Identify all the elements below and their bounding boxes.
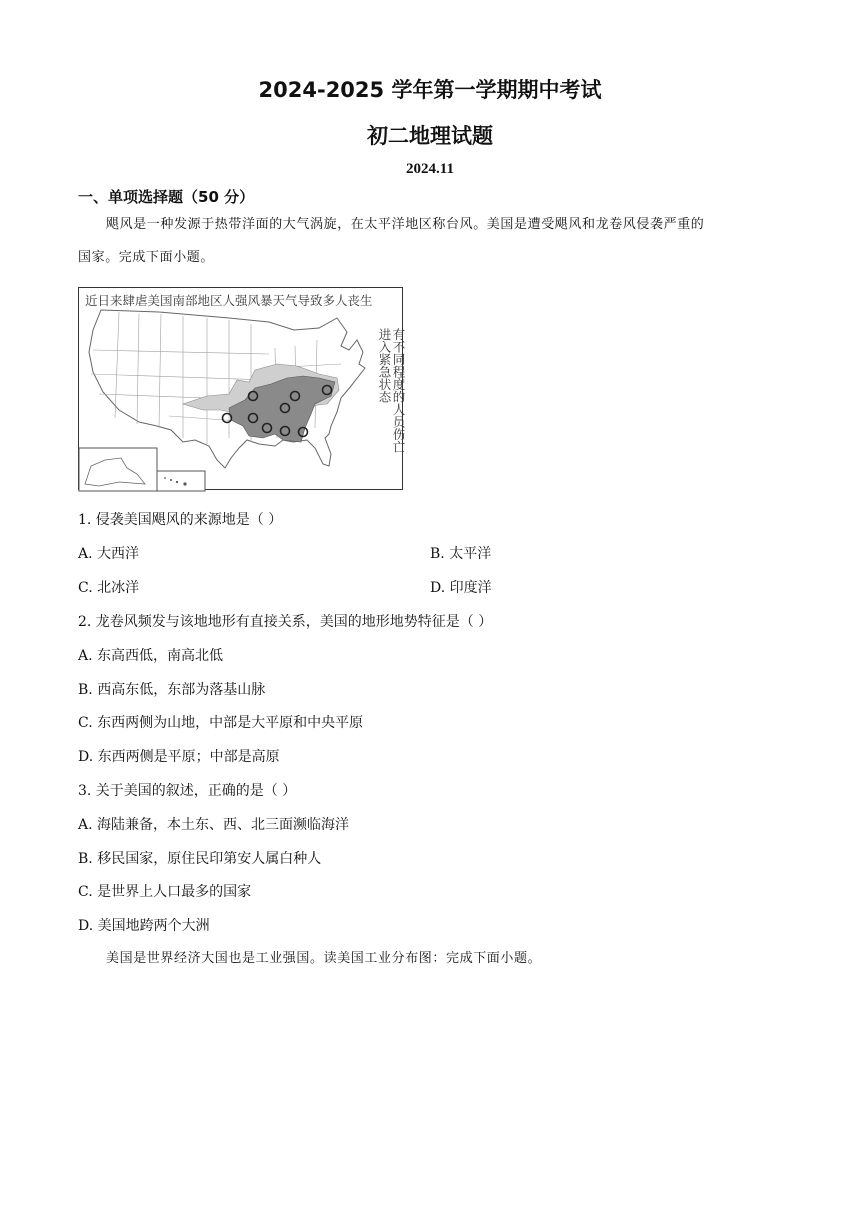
question-2-option-d: D. 东西两侧是平原；中部是高原 — [78, 749, 280, 765]
question-2-option-c: C. 东西两侧为山地，中部是大平原和中央平原 — [78, 715, 364, 731]
question-3-option-a: A. 海陆兼备，本土东、西、北三面濒临海洋 — [78, 817, 350, 833]
map-label-casualty: 有不同程度的人员伤亡 — [391, 328, 406, 453]
question-3-option-b: B. 移民国家，原住民印第安人属白种人 — [78, 851, 322, 867]
question-3-option-c: C. 是世界上人口最多的国家 — [78, 884, 252, 900]
question-1-stem: 1. 侵袭美国飓风的来源地是（ ） — [78, 512, 283, 528]
section-heading: 一、单项选择题（50 分） — [78, 188, 255, 206]
us-storm-map — [78, 287, 406, 490]
question-1-option-a: A. 大西洋 — [78, 546, 140, 562]
question-3-option-d: D. 美国地跨两个大洲 — [78, 918, 210, 934]
intro-1-line-1: 飓风是一种发源于热带洋面的大气涡旋，在太平洋地区称台风。美国是遭受飓风和龙卷风侵袭严重的 — [106, 217, 705, 232]
question-2-stem: 2. 龙卷风频发与该地地形有直接关系，美国的地形地势特征是（ ） — [78, 614, 493, 630]
intro-1-line-2: 国家。完成下面小题。 — [78, 250, 215, 265]
map-label-emergency: 进入紧急状态 — [377, 328, 392, 403]
question-2-option-a: A. 东高西低，南高北低 — [78, 648, 224, 664]
question-1-option-b: B. 太平洋 — [430, 546, 492, 562]
intro-2-line-1: 美国是世界经济大国也是工业强国。读美国工业分布图：完成下面小题。 — [106, 951, 542, 966]
question-1-option-c: C. 北冰洋 — [78, 580, 140, 596]
question-2-option-b: B. 西高东低，东部为落基山脉 — [78, 682, 266, 698]
map-caption: 近日来肆虐美国南部地区人强风暴天气导致多人丧生 — [85, 293, 373, 308]
us-map-graphic — [79, 288, 404, 491]
intro-paragraph-2 — [78, 942, 778, 975]
exam-title: 2024-2025 学年第一学期期中考试 — [258, 78, 602, 102]
exam-subtitle: 初二地理试题 — [367, 124, 493, 148]
hawaii-inset — [157, 471, 205, 491]
exam-date: 2024.11 — [406, 161, 454, 177]
question-3-stem: 3. 关于美国的叙述，正确的是（ ） — [78, 783, 297, 799]
intro-paragraph-1 — [78, 208, 778, 274]
question-1-option-d: D. 印度洋 — [430, 580, 492, 596]
